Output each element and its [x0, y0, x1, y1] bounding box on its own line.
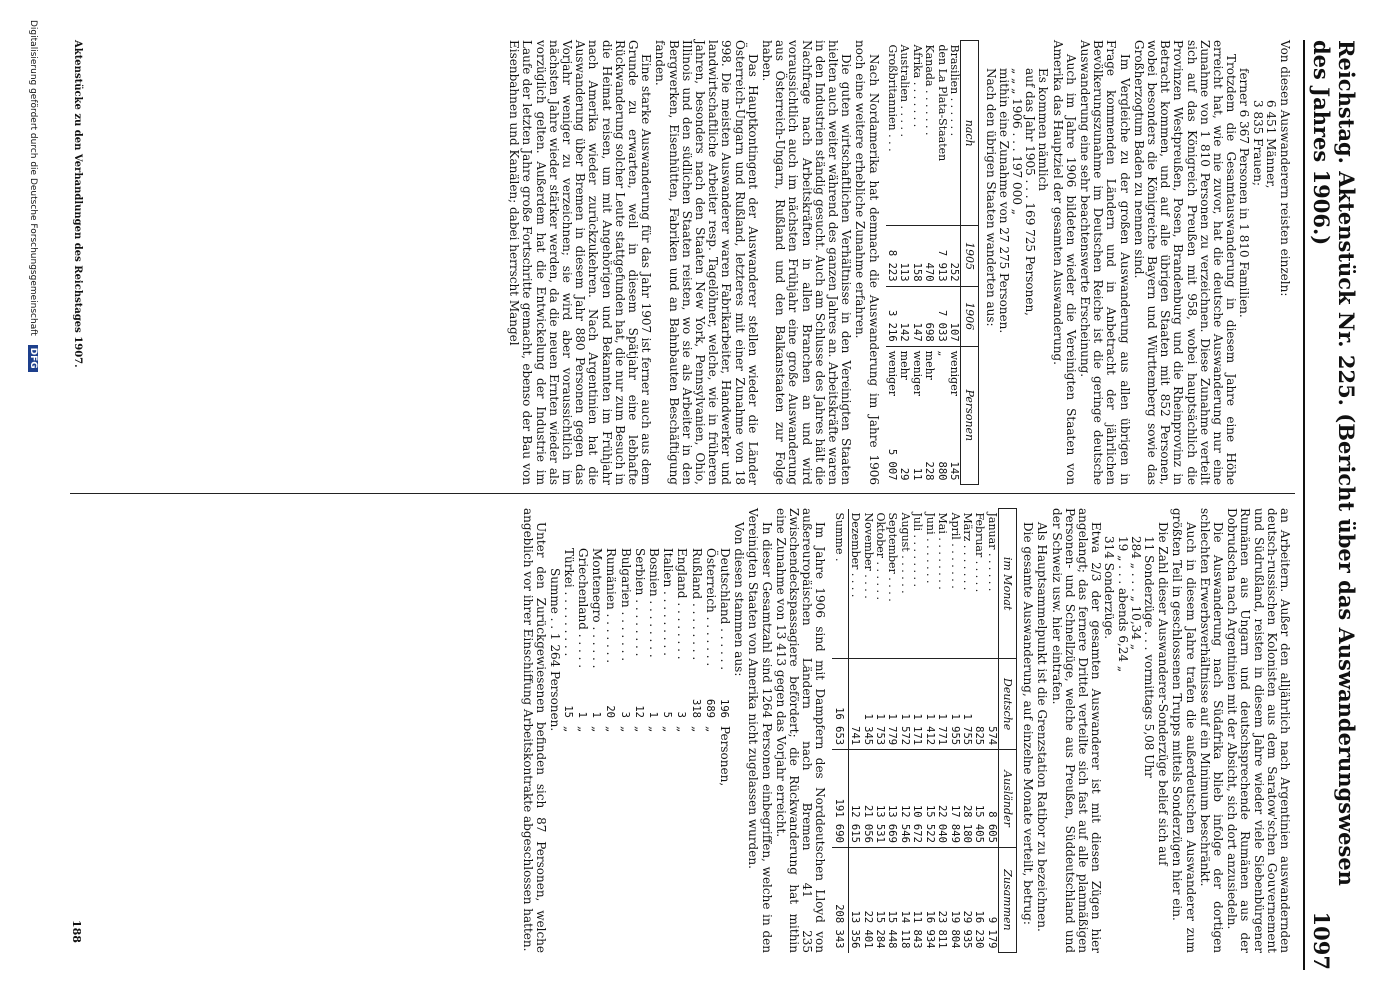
table-cell: 13 531 [874, 750, 886, 848]
person-count: 5 [661, 711, 674, 718]
table-header: 1905 [961, 226, 979, 286]
country-name: Bulgarien . . . . . . . [618, 548, 633, 662]
list-item [674, 548, 688, 953]
table-row [886, 509, 898, 953]
left-column [506, 40, 1291, 485]
table-cell: 3 216 [886, 286, 898, 346]
table-row [948, 41, 961, 485]
table-cell: 1 755 [961, 659, 973, 750]
table-cell: 741 [848, 659, 861, 750]
unit-label: „ [604, 726, 619, 733]
table-cell: Australien . . . . . [898, 44, 912, 138]
table-cell: 21 056 [861, 750, 873, 848]
paragraph: Auch im Jahre 1906 bildeten wieder die Vereinigten Staaten von Amerika das Hauptziel der gesamten Auswanderung. [1050, 40, 1078, 485]
country-name: Bosnien . . . . . . . . [647, 548, 662, 658]
table-row [973, 509, 985, 953]
other-states-intro: Nach den übrigen Staaten wanderten aus: [983, 68, 998, 327]
table-cell: 22 040 [936, 750, 948, 848]
table-row [961, 509, 973, 953]
header-title: Reichstag. Aktenstück Nr. 225. (Bericht über das Auswanderungswesen des Jahres 1906.) [1309, 40, 1359, 886]
table-cell: 12 546 [898, 750, 910, 848]
paragraph: Die Zahl dieser Auswanderer-Sonderzüge belief sich auf [1156, 522, 1171, 866]
paragraph: Trotzdem die Gesamtauswanderung in diesem Jahre eine Höhe erreicht hat, wie nie zuvor, hat die deutsche Auswanderung nur eine Zunahme von 1 810 Personen zu verzeichnen. Diese Zunahme verteilt sich auf das Königreich Preußen mit 958, wobei hauptsächlich die Provinzen Westpreußen, Posen, Brandenburg und die Rheinprovinz in Betracht kommen, und auf alle übrigen Staaten mit 852 Personen, wobei besonders die Königreiche Bayern und Württemberg sowie das Großherzogtum Baden zu nennen sind. [1131, 40, 1239, 485]
table-header: 1906 [961, 286, 979, 346]
table-cell: 1 345 [861, 659, 873, 750]
unit-label: „ [618, 726, 633, 733]
country-name: Österreich . . . . . . . [703, 548, 718, 667]
table-sum-row [832, 509, 848, 953]
table-cell: weniger [911, 346, 923, 426]
table-row [911, 509, 923, 953]
table-cell: Großbritannien . . . [886, 44, 900, 152]
table-cell: 880 [935, 461, 948, 481]
table-cell: 145 [948, 461, 961, 481]
country-name: Türkei . . . . . . . . . [561, 548, 576, 657]
table-row [861, 509, 873, 953]
paragraph: Im Jahre 1906 sind mit Dampfern des Norddeutschen Lloyd von außereuropäischen Ländern nach Bremen 41 235 Zwischendeckspassagiere befördert; die Rückwanderung hat mithin eine Zunahme von 13 413 gegen das Vorjahr erreicht. [773, 508, 828, 953]
table-cell: 142 [898, 286, 910, 346]
table-header: Ausländer [998, 750, 1016, 848]
paragraph: In dieser Gesamtzahl sind 1264 Personen einbegriffen, welche in den Vereinigten Staaten von Amerika nicht zugelassen wurden. [746, 508, 774, 953]
paragraph: Als Hauptsammelpunkt ist die Grenzstation Ratibor zu bezeichnen. [1035, 522, 1050, 932]
table-header-row [998, 509, 1016, 953]
families-line: ferner 6 367 Personen in 1 810 Familien. [1237, 68, 1252, 318]
unit-label: „ [647, 726, 662, 733]
paragraph: Die gesamte Auswanderung, auf einzelne Monate verteilt, betrug: [1021, 522, 1036, 925]
list-item [575, 548, 589, 953]
right-column [520, 508, 1291, 953]
table-cell: Brasilien . . . . . . [948, 44, 962, 137]
table-row [948, 509, 960, 953]
table-cell: 10 672 [911, 750, 923, 848]
table-cell: 8 605 [985, 750, 998, 848]
table-cell: Januar . . . . . . [985, 512, 999, 592]
table-cell: 158 [911, 226, 923, 286]
person-count: 15 [561, 705, 574, 718]
list-item [660, 548, 674, 953]
table-cell: 1 771 [936, 659, 948, 750]
table-cell: August . . . . . . [898, 512, 912, 594]
table-cell: 12 615 [848, 750, 861, 848]
person-count: 3 [618, 711, 631, 718]
country-name: Deutschland . . . . . . [718, 548, 733, 671]
page-mark: 188 [70, 920, 83, 943]
table-cell: 16 230 [973, 847, 985, 952]
paragraph: Im Vergleiche zu der großen Auswanderung aus allen übrigen in Frage kommenden Ländern und in Anbetracht der jährlichen Bevölkerungszunahme im Deutschen Reiche ist die geringe deutsche Auswanderung eine sehr beachtenswerte Erscheinung. [1077, 40, 1132, 485]
country-name: Serbien . . . . . . . . [632, 548, 647, 657]
came-intro: Es kommen nämlich [1036, 68, 1051, 192]
table-row [923, 509, 935, 953]
table-row [936, 509, 948, 953]
country-name: Rumänien . . . . . . . [604, 548, 619, 664]
table-cell: 5 007 [886, 448, 899, 481]
increase-line: mithin eine Zunahme von 27 275 Personen. [996, 68, 1011, 334]
country-name: Rußland . . . . . . . . [689, 548, 704, 661]
table-row [898, 41, 910, 485]
table-row [923, 41, 935, 485]
person-count: 689 [703, 699, 716, 718]
paragraph: Eine starke Auswanderung für das Jahr 1907 ist ferner auch aus dem Grunde zu erwarten, weil in diesem Spätjahr eine lebhafte Rückwanderung solcher Leute stattgefunden hat, die nur zum Besuch in die Heimat reisen, um mit Angehörigen und Bekannten im Frühjahr nach Amerika wieder zurückzukehren. Nach Argentinien hat die Auswanderung über Bremen in diesem Jahr 880 Personen gegen das Vorjahr weniger zu verzeichnen; sie wird aber voraussichtlich im nächsten Jahre wieder stärker werden, da die neuen Ernten wieder als vorzüglich gelten. Außerdem hat die Entwickelung der Industrie im Laufe der letzten Jahre große Fortschritte gemacht, ebenso der Bau von Eisenbahnen und Kanälen; dabei herrscht Mangel [507, 40, 654, 485]
table-cell: 147 [911, 286, 923, 346]
country-name: Griechenland . . . . . [576, 548, 590, 669]
table-cell: 23 811 [936, 847, 948, 952]
table-cell: Juni . . . . . . . [923, 512, 937, 584]
unit-label: „ [590, 726, 605, 733]
table-cell: 698 [923, 286, 935, 346]
table-cell: 8 223 [886, 226, 898, 286]
list-item [617, 548, 631, 953]
table-cell: 1 572 [898, 659, 910, 750]
person-count: 1 [590, 711, 603, 718]
table-cell: 16 934 [923, 847, 935, 952]
table-cell: Afrika . . . . . . . [910, 44, 924, 128]
paragraph: Von diesen stammen aus: [732, 522, 747, 677]
table-cell: Februar . . . . . [973, 512, 987, 593]
table-header: Zusammen [998, 847, 1016, 952]
unit-label: „ [576, 726, 590, 733]
person-count: 3 [675, 711, 688, 718]
table-cell: 29 [898, 467, 911, 481]
table-cell: September . . . . [886, 512, 900, 602]
emigration-by-destination-table [886, 40, 980, 485]
year-1905-line: auf das Jahr 1905 . . . 169 725 Personen, [1023, 68, 1038, 316]
table-cell: 228 [923, 461, 936, 481]
table-cell: 1 955 [948, 659, 960, 750]
table-cell: 107 [948, 286, 961, 346]
list-item [717, 548, 731, 953]
intro-line: Von diesen Auswanderern reisten einzeln: [1278, 40, 1292, 297]
country-name: Montenegro . . . . . . [590, 548, 605, 669]
table-header: im Monat [998, 509, 1016, 659]
column-divider [70, 493, 1295, 494]
table-cell: 15 522 [923, 750, 935, 848]
table-cell: 16 653 [832, 659, 848, 750]
table-cell: Juli . . . . . . . . [911, 512, 925, 587]
paragraph: Das Hauptkontingent der Auswanderer stellen wieder die Länder Österreich-Ungarn und Rußland, letzteres mit einer Zunahme von 18 998. Die meisten Auswanderer waren Fabrikarbeiter, Handwerker und landwirtschaftliche Arbeiter resp. Tagelöhner, welche, wie in früheren Jahren, besonders nach den Staaten New York, Pennsylvanien, Ohio, Illinois und den südlichen Staaten reisten, wo sie als Arbeiter in den Bergwerken, Eisenhütten, Fabriken und an Bahnbauten Beschäftigung fanden. [653, 40, 760, 485]
table-row [985, 509, 998, 953]
table-cell: 470 [923, 226, 935, 286]
paragraph: Nach Nordamerika hat demnach die Auswanderung im Jahre 1906 noch eine weitere erhebliche Zunahme erfahren. [853, 40, 881, 485]
list-item [603, 548, 617, 953]
table-cell: 208 343 [832, 847, 848, 952]
table-cell: „ [935, 346, 947, 426]
unit-label: Personen, [718, 726, 733, 787]
table-cell: 11 [910, 467, 923, 481]
dfg-logo: DFG [28, 345, 38, 372]
list-item [589, 548, 603, 953]
table-cell: Dezember . . . . [849, 512, 863, 598]
origin-list [561, 508, 731, 953]
paragraph: Die guten wirtschaftlichen Verhältnisse in den Vereinigten Staaten hielten auch weiter während des ganzen Jahres an. Arbeitskräfte waren in den Industrien ständig gesucht. Auch am Schlusse des Jahres hält die Nachfrage nach Arbeitskräften in allen Branchen an und wird voraussichtlich auch im nächsten Frühjahr eine große Auswanderung aus Österreich-Ungarn, Rußland und den Balkanstaaten zur Folge haben. [760, 40, 854, 485]
table-cell: November . . . . [861, 512, 875, 599]
table-row [886, 41, 898, 485]
table-cell: Oktober . . . . . . [874, 512, 888, 600]
table-cell: Kanada . . . . . . . [923, 44, 937, 136]
table-cell: 1 412 [923, 659, 935, 750]
table-cell: Summe . [832, 509, 848, 659]
table-cell: 22 401 [861, 847, 873, 952]
table-cell: mehr [898, 346, 910, 426]
table-cell: 14 118 [898, 847, 910, 952]
table-cell: 17 849 [948, 750, 960, 848]
table-cell: 19 804 [948, 847, 960, 952]
table-cell: Mai . . . . . . . . [936, 512, 950, 590]
table-row [935, 41, 947, 485]
paragraph: an Arbeitern. Außer den alljährlich nach Argentinien auswandernden deutsch-russischen Kolonisten aus dem Saratow'schen Gouvernement und Südrußland, reisten in diesem Jahre wieder viele Siebenbürgener Rumänen aus Ungarn und deutschsprechende Rumänen aus der Dobrudscha nach Argentinien mit der Absicht, sich dort anzusiedeln. [1225, 508, 1292, 953]
table-header-row [961, 41, 979, 485]
table-cell: 7 033 [935, 286, 947, 346]
table-cell: 9 179 [985, 847, 998, 952]
table-cell: 113 [898, 226, 910, 286]
table-cell: 11 843 [911, 847, 923, 952]
table-cell: April . . . . . . . [948, 512, 962, 589]
paragraph: Die Auswanderung nach Südafrika blieb infolge der dortigen schlechten Erwerbsverhältnisse auf ein Minimum beschränkt. [1197, 508, 1225, 953]
monthly-emigration-table [832, 508, 1016, 953]
table-cell: 825 [973, 659, 985, 750]
person-count: 20 [604, 705, 617, 718]
table-cell: den La Plata-Staaten [935, 44, 949, 162]
table-cell: weniger [886, 346, 898, 426]
list-item [561, 548, 575, 953]
table-cell: März . . . . . . . [960, 512, 974, 591]
table-row [898, 509, 910, 953]
table-header: Personen [961, 346, 979, 484]
paragraph: Etwa 2/3 der gesamten Auswanderer ist mit diesen Zügen hier angelangt; das fernere Drittel verteilte sich fast auf alle planmäßigen Personen- und Schnellzüge, welche aus Preußen, Süddeutschland und der Schweiz usw. hier eintrafen. [1049, 508, 1104, 953]
table-cell: 15 405 [973, 750, 985, 848]
trains-line: 284 „ . . . „ 10,34 „ [1128, 536, 1143, 651]
table-cell: 1 171 [911, 659, 923, 750]
table-cell: 191 690 [832, 750, 848, 848]
list-item [703, 548, 717, 953]
single-men: 6 451 Männer, [1263, 100, 1278, 189]
country-name: England . . . . . . . . [675, 548, 690, 660]
country-name: Italien . . . . . . . . . [661, 548, 676, 656]
trains-total: 314 Sonderzüge. [1102, 536, 1117, 640]
digitization-note [28, 20, 38, 372]
paragraph: Unter den Zurückgewiesenen befinden sich 87 Personen, welche angeblich vor ihrer Einschiffung Arbeitskontrakte abgeschlossen hatten. [521, 508, 549, 953]
table-row [911, 41, 923, 485]
table-cell: 15 284 [874, 847, 886, 952]
unit-label: „ [703, 726, 718, 733]
table-cell: 15 448 [886, 847, 898, 952]
table-cell: 13 669 [886, 750, 898, 848]
table-row [848, 509, 861, 953]
table-cell: 574 [985, 659, 998, 750]
table-cell: 7 913 [935, 226, 947, 286]
year-1906-line: „ „ „ 1906 . . . 197 000 „ [1009, 68, 1024, 215]
list-item [646, 548, 660, 953]
origins-sum: Summe . . 1 264 Personen. [547, 568, 562, 732]
page-number: 1097 [1309, 911, 1334, 970]
unit-label: „ [661, 726, 676, 733]
paragraph: Auch in diesem Jahre trafen die außerdeutschen Auswanderer zum größten Teil in geschlossenen Trupps mittels Sonderzügen hier ein. [1170, 508, 1198, 953]
trains-line: 11 Sonderzüge . . . vormittags 5,08 Uhr [1141, 536, 1156, 778]
table-cell: 1 753 [874, 659, 886, 750]
unit-label: „ [632, 726, 647, 733]
table-row [874, 509, 886, 953]
single-women: 3 835 Frauen; [1250, 100, 1265, 186]
list-item [688, 548, 702, 953]
person-count: 196 [718, 699, 731, 718]
unit-label: „ [561, 726, 576, 733]
table-cell: mehr [923, 346, 935, 426]
list-item [632, 548, 646, 953]
page-header [1303, 40, 1359, 970]
trains-line: 19 „ . . . abends 6,24 „ [1115, 536, 1130, 673]
table-cell: 28 180 [961, 750, 973, 848]
person-count: 1 [647, 711, 660, 718]
person-count: 1 [576, 711, 588, 718]
digitization-text: Digitalisierung gefördert durch die Deutsche Forschungsgemeinschaft [28, 20, 38, 336]
table-header: nach [961, 41, 979, 226]
table-header: Deutsche [998, 659, 1016, 750]
footer-note: Aktenstücke zu den Verhandlungen des Reichstages 1907. [72, 40, 83, 368]
table-cell: 13 356 [848, 847, 861, 952]
person-count: 12 [632, 705, 645, 718]
unit-label: „ [675, 726, 690, 733]
table-cell: 252 [948, 226, 961, 286]
table-cell: 29 935 [961, 847, 973, 952]
table-cell: weniger [948, 346, 961, 426]
unit-label: „ [689, 726, 704, 733]
person-count: 318 [689, 699, 702, 718]
table-cell: 1 779 [886, 659, 898, 750]
